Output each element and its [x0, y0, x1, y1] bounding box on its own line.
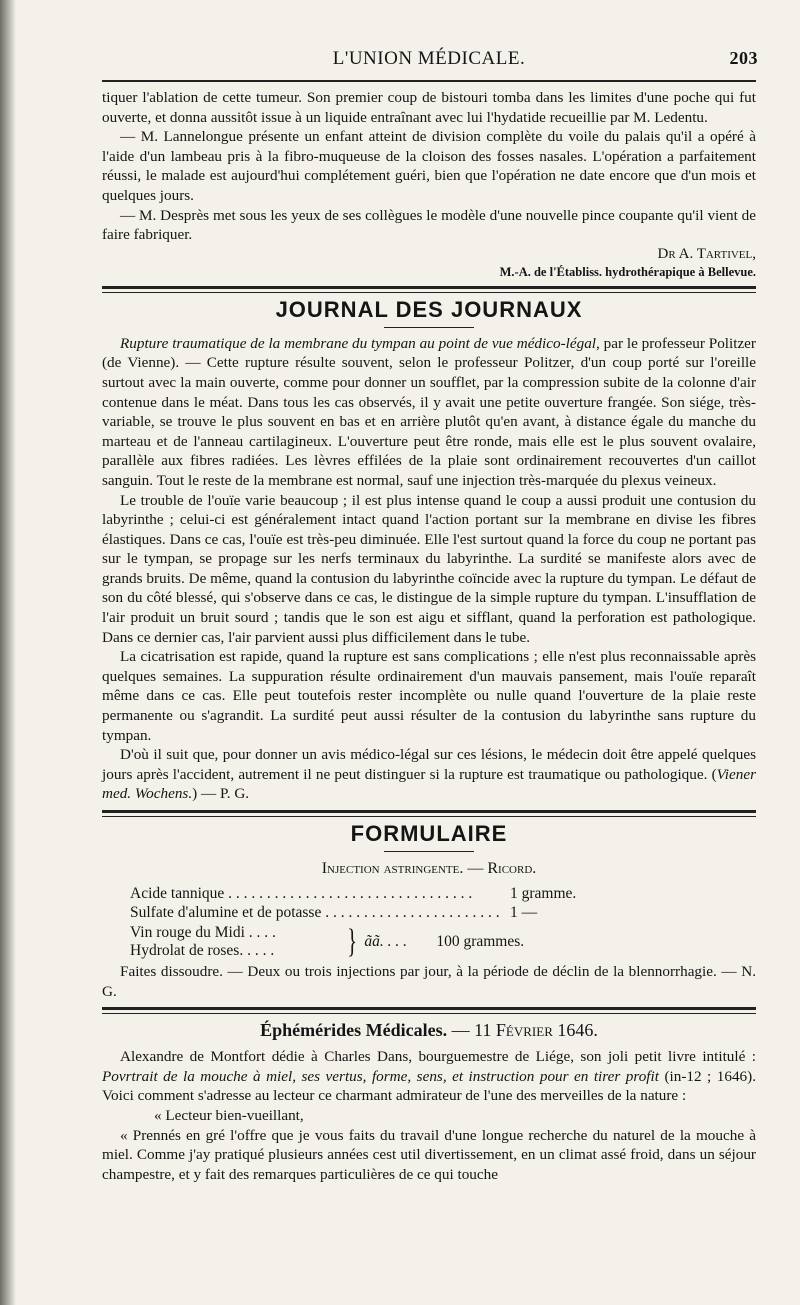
recipe-title: Injection astringente. — Ricord.	[321, 860, 537, 877]
journal-paragraph: D'où il suit que, pour donner un avis médico-légal sur ces lésions, le médecin doit être appelé quelques jours après l'accident, autrement il ne peut distinguer si la rupture est traumatique ou pathologique. (Viener med. Wochens.) — P. G.	[102, 746, 756, 803]
signature-title: M.-A. de l'Établiss. hydrothérapique à Bellevue.	[499, 264, 756, 279]
group-quantity: 100 grammes.	[436, 933, 525, 950]
ephemerides-paragraph: Alexandre de Montfort dédie à Charles Dans, bourguemestre de Liége, son joli petit livre intitulé : Povrtrait de la mouche à miel, ses vertus, forme, sens, et instruction pour en tirer profit (in-12 ; 1646). Voici comment s'adresse au lecteur ce charmant admirateur de l'une des merveilles de la nature :	[102, 1048, 756, 1105]
source-citation: Viener med. Wochens.	[102, 765, 756, 803]
title-underline	[384, 851, 474, 852]
ephemerides-title: Éphémérides Médicales. — 11 Février 1646.	[260, 1020, 598, 1041]
recipe-instructions: Faites dissoudre. — Deux ou trois injections par jour, à la période de déclin de la blennorrhagie. — N. G.	[102, 963, 756, 1000]
article-paragraph: — M. Desprès met sous les yeux de ses collègues le modèle d'une nouvelle pince coupante qu'il vient de faire fabriquer.	[102, 206, 756, 244]
journal-title: L'UNION MÉDICALE.	[332, 48, 526, 69]
recipe-line: Vin rouge du Midi . . . .	[130, 924, 276, 941]
recipe-line: Hydrolat de roses. . . . .	[130, 942, 275, 959]
ana-abbrev: ãã. . . .	[364, 933, 407, 950]
journal-paragraph: Rupture traumatique de la membrane du tympan au point de vue médico-légal, par le professeur Politzer (de Vienne). — Cette rupture résulte souvent, selon le professeur Politzer, d'un coup porté sur l'oreille surtout avec la main ouverte, comme pour donner un soufflet, par la compression subite de la colonne d'air contenue dans le méat. Dans tous les cas observés, il y avait une petite ouverture frangée. Son siége, très-variable, se trouve le plus souvent en bas et en arrière plutôt qu'en avant, à distance égale du manche du marteau et de l'anneau cartilagineux. L'ouverture peut être ronde, mais elle est le plus souvent ovalaire, parallèle aux fibres radiées. Les lèvres effilées de la plaie sont ordinairement recouvertes d'un caillot sanguin. Tout le reste de la membrane est normal, sauf une injection très-marquée du plexus veineux.	[102, 334, 756, 489]
running-head	[102, 48, 756, 80]
section-title-journal: JOURNAL DES JOURNAUX	[275, 296, 583, 322]
article-paragraph: — M. Lannelongue présente un enfant atteint de division complète du voile du palais qu'il a opéré à l'aide d'un lambeau pris à la fibro-muqueuse de la cloison des fosses nasales. L'opération a parfaitement réussi, le malade est aujourd'hui complétement guéri, bien que l'opération ne date encore que d'un mois et quelques jours.	[102, 128, 756, 204]
recipe-list	[130, 884, 660, 960]
title-underline	[384, 327, 474, 328]
section-rule	[102, 810, 756, 817]
journal-paragraph: Le trouble de l'ouïe varie beaucoup ; il est plus intense quand le coup a aussi produit une contusion du labyrinthe ; celui-ci est généralement intact quand l'action portant sur la membrane en divise les fibres élastiques. Dans ce cas, l'ouïe est très-peu diminuée. Elle l'est surtout quand la force du coup ne portant pas sur le tympan, se propage sur les nerfs terminaux du labyrinthe. La surdité se manifeste alors avec de grands bruits. De même, quand la contusion du labyrinthe coïncide avec la rupture du tympan. Le défaut de son du côté blessé, qui s'observe dans ce cas, le distingue de la simple rupture du tympan. L'insufflation de l'air produit un bruit sourd ; tandis que le son est aigu et sifflant, quand la perforation est pathologique. Dans ce dernier cas, l'air parvient aussi plus difficilement dans le tube.	[102, 491, 756, 646]
section-rule	[102, 1007, 756, 1014]
signature-name: Dr A. Tartivel,	[657, 245, 756, 262]
quote-opening: « Lecteur bien-vueillant,	[154, 1106, 304, 1124]
section-rule	[102, 286, 756, 293]
recipe-row: Sulfate d'alumine et de potasse . . . 1 —	[130, 903, 660, 922]
section-title-formulaire: FORMULAIRE	[350, 821, 508, 846]
article-paragraph: tiquer l'ablation de cette tumeur. Son premier coup de bistouri tomba dans les limites d'une poche qui fut ouverte, et donna aussitôt issue à un liquide entraînant avec lui l'hydatide recueillie par M. Ledentu.	[102, 89, 756, 126]
book-title: Povrtrait de la mouche à miel, ses vertus, forme, sens, et instruction pour en tirer profit	[102, 1067, 659, 1085]
ephemerides-paragraph: « Prennés en gré l'offre que je vous faits du travail d'une longue recherche du naturel de la mouche à miel. Comme j'ay pratiqué plusieurs années cest util divertissement, en un climat assé froid, dans un séjour champestre, et y fait des remarques particulières de ce qui touche	[102, 1126, 756, 1183]
header-rule	[102, 80, 756, 82]
article-title: Rupture traumatique de la membrane du tympan au point de vue médico-légal,	[120, 334, 600, 352]
recipe-group	[130, 924, 660, 960]
page-number: 203	[729, 48, 758, 68]
brace-icon: }	[347, 923, 358, 960]
recipe-row: Acide tannique . . . 1 gramme.	[130, 884, 660, 903]
journal-paragraph: La cicatrisation est rapide, quand la rupture est sans complications ; elle n'est plus reconnaissable après quelques semaines. La suppuration résulte ordinairement d'un mauvais pansement, mais l'ouïe reparaît même dans ce cas. Elle peut toutefois rester incomplète ou nulle quand l'ouverture de la plaie reste permanente ou s'agrandit. La surdité peut aussi résulter de la contusion du labyrinthe sans rupture du tympan.	[102, 648, 756, 744]
binding-gutter	[0, 0, 16, 1305]
